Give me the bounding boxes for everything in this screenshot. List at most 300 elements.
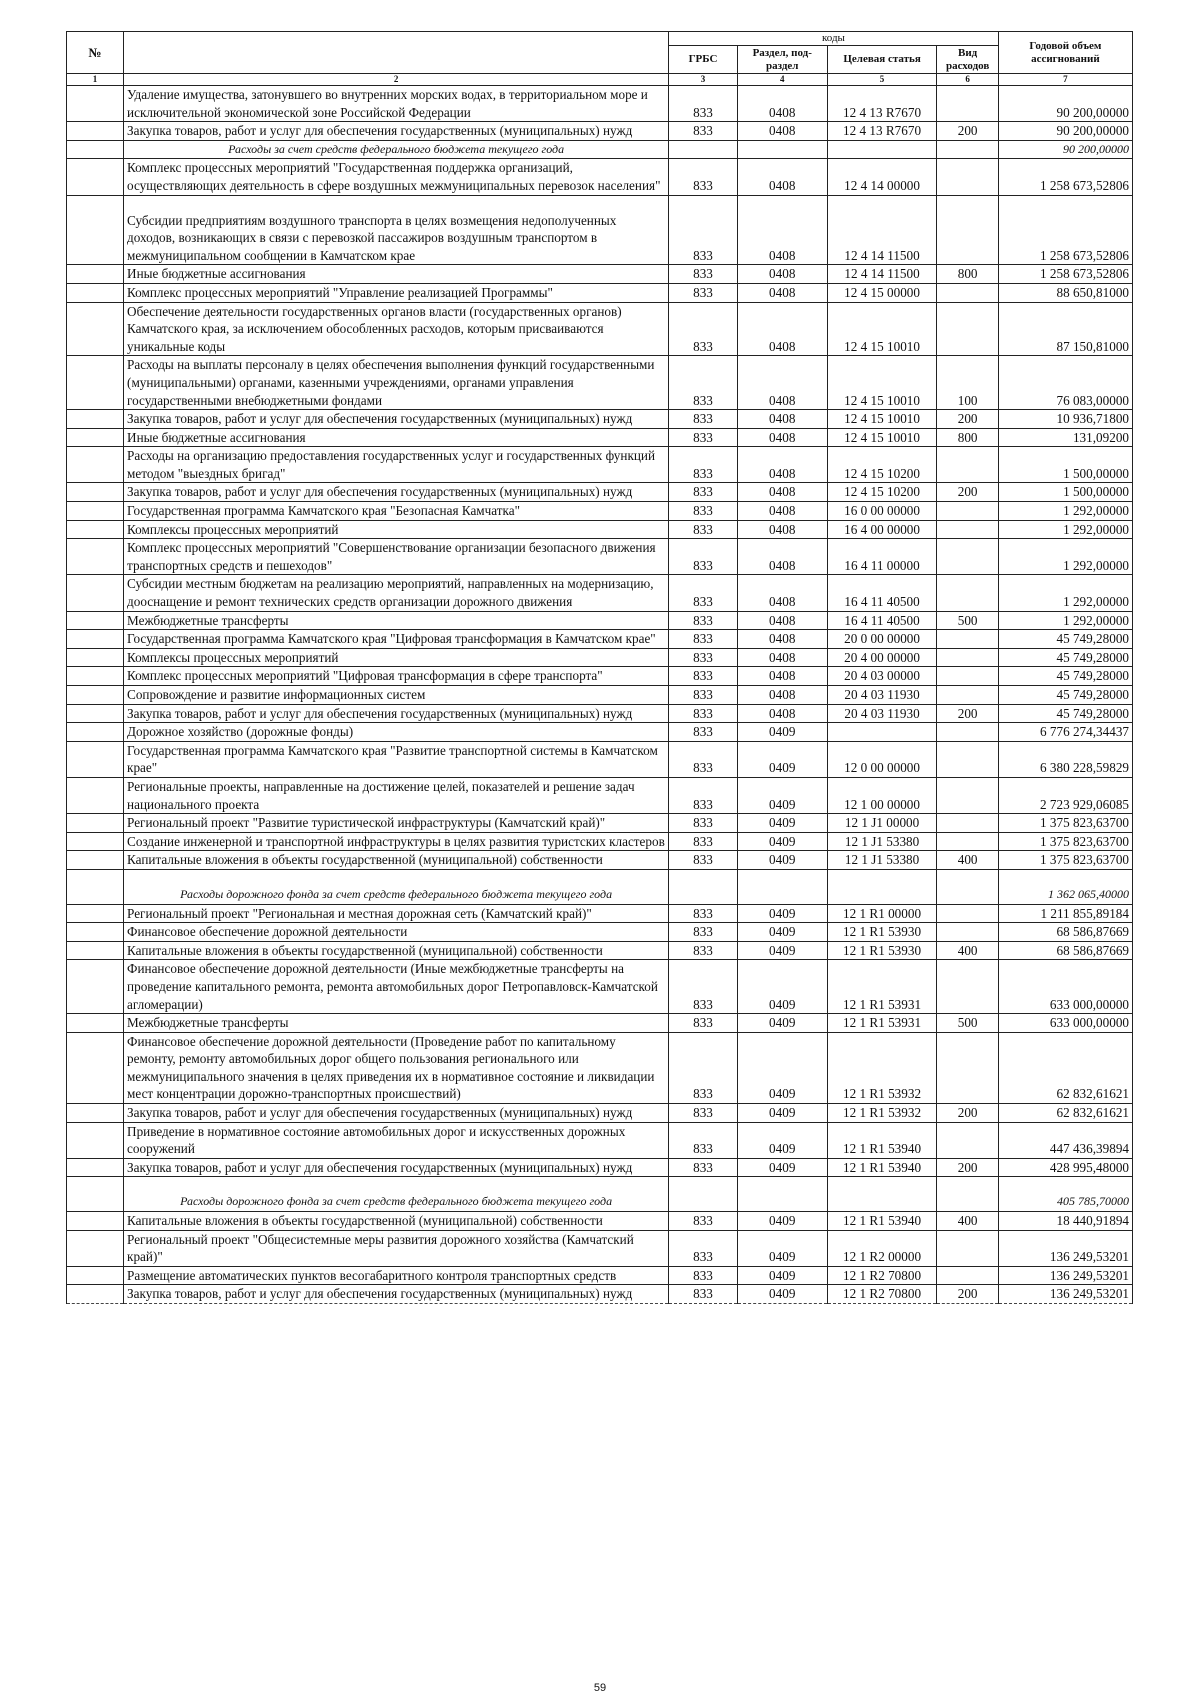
row-num-cell	[67, 611, 124, 630]
row-grbs-cell: 833	[669, 1212, 738, 1231]
row-amount-cell: 131,09200	[998, 428, 1132, 447]
row-grbs-cell: 833	[669, 483, 738, 502]
row-section-cell: 0408	[737, 283, 827, 302]
row-kind-cell	[937, 447, 998, 483]
row-target-cell: 16 4 11 40500	[827, 611, 937, 630]
table-row	[67, 1104, 1133, 1123]
row-num-cell	[67, 122, 124, 141]
row-section-cell: 0409	[737, 1212, 827, 1231]
row-num-cell	[67, 630, 124, 649]
table-row	[67, 502, 1133, 521]
row-amount-cell: 88 650,81000	[998, 283, 1132, 302]
row-target-cell: 12 1 R1 53940	[827, 1158, 937, 1177]
row-amount-cell: 1 292,00000	[998, 502, 1132, 521]
row-target-cell: 12 1 R1 53931	[827, 960, 937, 1014]
table-row	[67, 667, 1133, 686]
row-kind-cell	[937, 195, 998, 265]
row-num-cell	[67, 869, 124, 904]
table-row	[67, 923, 1133, 942]
row-section-cell: 0408	[737, 447, 827, 483]
row-section-cell: 0408	[737, 630, 827, 649]
row-kind-cell: 500	[937, 611, 998, 630]
row-name-cell: Субсидии местным бюджетам на реализацию мероприятий, направленных на модернизацию, дооснащение и ремонт технических средств организации дорожного движения	[124, 575, 669, 611]
row-name-cell: Капитальные вложения в объекты государственной (муниципальной) собственности	[124, 851, 669, 870]
row-kind-cell	[937, 1122, 998, 1158]
header-section: Раздел, под-раздел	[737, 46, 827, 74]
row-num-cell	[67, 575, 124, 611]
row-grbs-cell: 833	[669, 1266, 738, 1285]
table-row	[67, 960, 1133, 1014]
row-kind-cell	[937, 960, 998, 1014]
row-name-cell: Закупка товаров, работ и услуг для обеспечения государственных (муниципальных) нужд	[124, 410, 669, 429]
row-kind-cell	[937, 723, 998, 742]
row-num-cell	[67, 667, 124, 686]
row-kind-cell: 800	[937, 265, 998, 284]
table-row	[67, 122, 1133, 141]
row-num-cell	[67, 1014, 124, 1033]
row-num-cell	[67, 814, 124, 833]
row-kind-cell: 200	[937, 122, 998, 141]
row-amount-cell: 90 200,00000	[998, 140, 1132, 159]
row-section-cell: 0408	[737, 86, 827, 122]
row-section-cell: 0408	[737, 502, 827, 521]
row-amount-cell: 1 500,00000	[998, 447, 1132, 483]
row-section-cell: 0408	[737, 195, 827, 265]
row-kind-cell	[937, 667, 998, 686]
row-name-cell: Размещение автоматических пунктов весогабаритного контроля транспортных средств	[124, 1266, 669, 1285]
table-row	[67, 1285, 1133, 1304]
row-amount-cell: 2 723 929,06085	[998, 777, 1132, 813]
row-section-cell: 0409	[737, 814, 827, 833]
row-name-cell: Финансовое обеспечение дорожной деятельности (Проведение работ по капитальному ремонту, ремонту автомобильных дорог общего пользования регионального или межмуниципального значения в целях приведения их в нормативное состояние и ликвидации мест концентрации дорожно-транспортных происшествий)	[124, 1032, 669, 1103]
row-num-cell	[67, 1285, 124, 1304]
row-section-cell: 0408	[737, 667, 827, 686]
row-kind-cell	[937, 283, 998, 302]
row-grbs-cell: 833	[669, 428, 738, 447]
row-section-cell: 0408	[737, 611, 827, 630]
row-grbs-cell: 833	[669, 302, 738, 356]
table-row	[67, 428, 1133, 447]
page-number: 59	[593, 1682, 607, 1694]
row-amount-cell: 136 249,53201	[998, 1266, 1132, 1285]
row-kind-cell	[937, 1266, 998, 1285]
row-num-cell	[67, 1158, 124, 1177]
row-target-cell: 12 1 R1 53930	[827, 923, 937, 942]
row-name-cell: Удаление имущества, затонувшего во внутренних морских водах, в территориальном море и исключительной экономической зоне Российской Федерации	[124, 86, 669, 122]
row-name-cell: Государственная программа Камчатского края "Цифровая трансформация в Камчатском крае"	[124, 630, 669, 649]
row-amount-cell: 1 292,00000	[998, 575, 1132, 611]
row-section-cell: 0408	[737, 122, 827, 141]
row-name-cell: Комплекс процессных мероприятий "Совершенствование организации безопасного движения транспортных средств и пешеходов"	[124, 539, 669, 575]
row-grbs-cell: 833	[669, 832, 738, 851]
row-amount-cell: 136 249,53201	[998, 1285, 1132, 1304]
row-name-cell: Межбюджетные трансферты	[124, 1014, 669, 1033]
row-target-cell: 12 4 15 10010	[827, 428, 937, 447]
row-grbs-cell: 833	[669, 410, 738, 429]
row-target-cell: 12 4 15 10200	[827, 483, 937, 502]
row-target-cell: 12 1 R1 53932	[827, 1032, 937, 1103]
row-grbs-cell: 833	[669, 195, 738, 265]
row-num-cell	[67, 1212, 124, 1231]
row-num-cell	[67, 302, 124, 356]
row-num-cell	[67, 1177, 124, 1212]
row-grbs-cell: 833	[669, 923, 738, 942]
row-target-cell: 12 4 15 10010	[827, 356, 937, 410]
row-num-cell	[67, 832, 124, 851]
row-section-cell: 0409	[737, 941, 827, 960]
row-grbs-cell: 833	[669, 1104, 738, 1123]
table-row	[67, 630, 1133, 649]
row-amount-cell: 447 436,39894	[998, 1122, 1132, 1158]
row-note-cell: Расходы дорожного фонда за счет средств федерального бюджета текущего года	[124, 1177, 669, 1212]
row-amount-cell: 1 362 065,40000	[998, 869, 1132, 904]
row-amount-cell: 1 375 823,63700	[998, 832, 1132, 851]
row-name-cell: Закупка товаров, работ и услуг для обеспечения государственных (муниципальных) нужд	[124, 704, 669, 723]
row-amount-cell: 405 785,70000	[998, 1177, 1132, 1212]
row-kind-cell	[937, 630, 998, 649]
row-amount-cell: 1 292,00000	[998, 520, 1132, 539]
row-num-cell	[67, 1122, 124, 1158]
row-note-cell: Расходы дорожного фонда за счет средств федерального бюджета текущего года	[124, 869, 669, 904]
row-kind-cell	[937, 140, 998, 159]
row-num-cell	[67, 777, 124, 813]
row-name-cell: Государственная программа Камчатского края "Безопасная Камчатка"	[124, 502, 669, 521]
row-grbs-cell	[669, 1177, 738, 1212]
table-row	[67, 575, 1133, 611]
table-row	[67, 86, 1133, 122]
row-target-cell: 12 1 00 00000	[827, 777, 937, 813]
row-kind-cell: 200	[937, 483, 998, 502]
row-target-cell: 12 1 R1 53940	[827, 1122, 937, 1158]
row-section-cell: 0408	[737, 686, 827, 705]
row-kind-cell: 200	[937, 1104, 998, 1123]
row-grbs-cell: 833	[669, 941, 738, 960]
row-grbs-cell: 833	[669, 704, 738, 723]
row-kind-cell	[937, 159, 998, 195]
row-amount-cell: 90 200,00000	[998, 122, 1132, 141]
row-num-cell	[67, 502, 124, 521]
row-target-cell: 12 1 R2 00000	[827, 1230, 937, 1266]
row-kind-cell	[937, 741, 998, 777]
row-kind-cell	[937, 575, 998, 611]
row-section-cell: 0409	[737, 923, 827, 942]
row-target-cell: 12 1 J1 53380	[827, 851, 937, 870]
row-num-cell	[67, 723, 124, 742]
row-kind-cell: 200	[937, 1285, 998, 1304]
row-amount-cell: 62 832,61621	[998, 1032, 1132, 1103]
header-kind: Вид расходов	[937, 46, 998, 74]
row-target-cell: 12 1 R1 53932	[827, 1104, 937, 1123]
row-num-cell	[67, 686, 124, 705]
row-grbs-cell: 833	[669, 851, 738, 870]
row-section-cell: 0409	[737, 832, 827, 851]
row-amount-cell: 90 200,00000	[998, 86, 1132, 122]
row-name-cell: Закупка товаров, работ и услуг для обеспечения государственных (муниципальных) нужд	[124, 1285, 669, 1304]
row-section-cell: 0408	[737, 704, 827, 723]
row-kind-cell: 200	[937, 704, 998, 723]
row-name-cell: Закупка товаров, работ и услуг для обеспечения государственных (муниципальных) нужд	[124, 1158, 669, 1177]
row-grbs-cell: 833	[669, 904, 738, 923]
row-grbs-cell: 833	[669, 648, 738, 667]
table-row	[67, 265, 1133, 284]
row-target-cell: 12 1 R2 70800	[827, 1285, 937, 1304]
row-num-cell	[67, 410, 124, 429]
row-grbs-cell: 833	[669, 1285, 738, 1304]
row-section-cell: 0409	[737, 1158, 827, 1177]
row-grbs-cell: 833	[669, 1230, 738, 1266]
table-row	[67, 777, 1133, 813]
row-section-cell: 0408	[737, 520, 827, 539]
row-amount-cell: 6 776 274,34437	[998, 723, 1132, 742]
row-kind-cell: 200	[937, 410, 998, 429]
row-grbs-cell: 833	[669, 814, 738, 833]
row-amount-cell: 1 375 823,63700	[998, 814, 1132, 833]
header-codes: коды	[669, 32, 999, 46]
row-grbs-cell	[669, 140, 738, 159]
table-row-subtotal	[67, 869, 1133, 904]
row-num-cell	[67, 923, 124, 942]
header-name	[124, 32, 669, 74]
row-section-cell: 0409	[737, 1032, 827, 1103]
row-num-cell	[67, 960, 124, 1014]
row-amount-cell: 45 749,28000	[998, 648, 1132, 667]
table-row	[67, 611, 1133, 630]
table-row	[67, 1158, 1133, 1177]
budget-table	[66, 31, 1133, 1304]
budget-table-sheet	[66, 31, 1133, 1304]
row-amount-cell: 45 749,28000	[998, 686, 1132, 705]
table-row	[67, 283, 1133, 302]
row-name-cell: Государственная программа Камчатского края "Развитие транспортной системы в Камчатском крае"	[124, 741, 669, 777]
row-kind-cell	[937, 869, 998, 904]
row-grbs-cell: 833	[669, 447, 738, 483]
row-section-cell: 0409	[737, 1266, 827, 1285]
table-row	[67, 686, 1133, 705]
row-grbs-cell: 833	[669, 741, 738, 777]
row-amount-cell: 1 500,00000	[998, 483, 1132, 502]
row-target-cell: 12 4 14 00000	[827, 159, 937, 195]
row-num-cell	[67, 159, 124, 195]
row-kind-cell	[937, 1177, 998, 1212]
row-amount-cell: 1 258 673,52806	[998, 195, 1132, 265]
row-amount-cell: 633 000,00000	[998, 1014, 1132, 1033]
row-num-cell	[67, 520, 124, 539]
row-target-cell: 12 4 13 R7670	[827, 86, 937, 122]
row-target-cell: 12 1 R2 70800	[827, 1266, 937, 1285]
row-grbs-cell	[669, 869, 738, 904]
header-target: Целевая статья	[827, 46, 937, 74]
row-target-cell: 20 4 03 11930	[827, 704, 937, 723]
table-row	[67, 195, 1133, 265]
row-target-cell: 12 1 R1 53930	[827, 941, 937, 960]
row-target-cell: 12 1 J1 00000	[827, 814, 937, 833]
row-name-cell: Расходы на выплаты персоналу в целях обеспечения выполнения функций государственными (муниципальными) органами, казенными учреждениями, органами управления государственными внебюджетными фондами	[124, 356, 669, 410]
row-name-cell: Сопровождение и развитие информационных систем	[124, 686, 669, 705]
row-num-cell	[67, 428, 124, 447]
row-section-cell: 0409	[737, 1285, 827, 1304]
row-target-cell: 16 4 11 00000	[827, 539, 937, 575]
row-section-cell: 0409	[737, 741, 827, 777]
row-amount-cell: 68 586,87669	[998, 941, 1132, 960]
row-section-cell: 0409	[737, 851, 827, 870]
table-row	[67, 410, 1133, 429]
row-name-cell: Комплекс процессных мероприятий "Цифровая трансформация в сфере транспорта"	[124, 667, 669, 686]
row-section-cell: 0408	[737, 356, 827, 410]
row-grbs-cell: 833	[669, 630, 738, 649]
row-name-cell: Капитальные вложения в объекты государственной (муниципальной) собственности	[124, 1212, 669, 1231]
row-section-cell: 0408	[737, 410, 827, 429]
table-row	[67, 159, 1133, 195]
row-name-cell: Финансовое обеспечение дорожной деятельности	[124, 923, 669, 942]
row-section-cell: 0409	[737, 1104, 827, 1123]
row-num-cell	[67, 447, 124, 483]
row-amount-cell: 87 150,81000	[998, 302, 1132, 356]
row-kind-cell	[937, 86, 998, 122]
row-kind-cell	[937, 686, 998, 705]
row-target-cell: 20 4 03 11930	[827, 686, 937, 705]
row-section-cell: 0408	[737, 483, 827, 502]
row-target-cell: 12 1 R1 53940	[827, 1212, 937, 1231]
row-target-cell: 12 1 J1 53380	[827, 832, 937, 851]
row-note-cell: Расходы за счет средств федерального бюджета текущего года	[124, 140, 669, 159]
row-amount-cell: 76 083,00000	[998, 356, 1132, 410]
table-row	[67, 814, 1133, 833]
table-row	[67, 302, 1133, 356]
row-amount-cell: 62 832,61621	[998, 1104, 1132, 1123]
row-section-cell: 0409	[737, 1122, 827, 1158]
row-section-cell: 0409	[737, 960, 827, 1014]
header-grbs: ГРБС	[669, 46, 738, 74]
row-section-cell: 0408	[737, 648, 827, 667]
row-kind-cell: 200	[937, 1158, 998, 1177]
row-amount-cell: 1 375 823,63700	[998, 851, 1132, 870]
row-num-cell	[67, 265, 124, 284]
row-section-cell: 0408	[737, 575, 827, 611]
header-index-cell: 2	[124, 74, 669, 86]
row-section-cell	[737, 1177, 827, 1212]
header-annual: Годовой объем ассигнований	[998, 32, 1132, 74]
table-row	[67, 723, 1133, 742]
row-grbs-cell: 833	[669, 960, 738, 1014]
header-index-cell: 7	[998, 74, 1132, 86]
row-name-cell: Комплексы процессных мероприятий	[124, 520, 669, 539]
table-row	[67, 1032, 1133, 1103]
table-row	[67, 941, 1133, 960]
row-kind-cell	[937, 814, 998, 833]
row-target-cell	[827, 1177, 937, 1212]
header-index-cell: 5	[827, 74, 937, 86]
row-section-cell: 0408	[737, 428, 827, 447]
table-row	[67, 539, 1133, 575]
header-num: №	[67, 32, 124, 74]
row-section-cell: 0408	[737, 539, 827, 575]
row-target-cell: 12 4 13 R7670	[827, 122, 937, 141]
table-row	[67, 356, 1133, 410]
row-num-cell	[67, 741, 124, 777]
table-row	[67, 1212, 1133, 1231]
row-name-cell: Региональный проект "Общесистемные меры развития дорожного хозяйства (Камчатский край)"	[124, 1230, 669, 1266]
row-kind-cell	[937, 923, 998, 942]
row-target-cell	[827, 140, 937, 159]
row-num-cell	[67, 1104, 124, 1123]
row-amount-cell: 1 258 673,52806	[998, 265, 1132, 284]
row-grbs-cell: 833	[669, 611, 738, 630]
row-section-cell: 0409	[737, 777, 827, 813]
row-grbs-cell: 833	[669, 520, 738, 539]
row-num-cell	[67, 539, 124, 575]
row-kind-cell	[937, 1230, 998, 1266]
row-kind-cell: 100	[937, 356, 998, 410]
row-num-cell	[67, 483, 124, 502]
row-section-cell: 0409	[737, 723, 827, 742]
row-name-cell: Комплекс процессных мероприятий "Государственная поддержка организаций, осуществляющих деятельность в сфере воздушных межмуниципальных перевозок населения"	[124, 159, 669, 195]
row-target-cell: 12 0 00 00000	[827, 741, 937, 777]
row-kind-cell	[937, 777, 998, 813]
row-name-cell: Расходы на организацию предоставления государственных услуг и государственных функций методом "выездных бригад"	[124, 447, 669, 483]
row-name-cell: Капитальные вложения в объекты государственной (муниципальной) собственности	[124, 941, 669, 960]
table-row	[67, 741, 1133, 777]
row-grbs-cell: 833	[669, 539, 738, 575]
row-kind-cell: 400	[937, 1212, 998, 1231]
table-row	[67, 832, 1133, 851]
row-grbs-cell: 833	[669, 1014, 738, 1033]
row-target-cell	[827, 723, 937, 742]
header-index-cell: 4	[737, 74, 827, 86]
row-grbs-cell: 833	[669, 502, 738, 521]
row-grbs-cell: 833	[669, 283, 738, 302]
row-target-cell: 16 0 00 00000	[827, 502, 937, 521]
row-name-cell: Закупка товаров, работ и услуг для обеспечения государственных (муниципальных) нужд	[124, 483, 669, 502]
row-section-cell: 0409	[737, 904, 827, 923]
row-amount-cell: 1 292,00000	[998, 539, 1132, 575]
row-target-cell: 12 4 15 10010	[827, 410, 937, 429]
row-kind-cell	[937, 502, 998, 521]
row-section-cell: 0409	[737, 1230, 827, 1266]
row-grbs-cell: 833	[669, 265, 738, 284]
row-num-cell	[67, 1032, 124, 1103]
row-grbs-cell: 833	[669, 356, 738, 410]
header-index-cell: 6	[937, 74, 998, 86]
row-name-cell: Региональный проект "Региональная и местная дорожная сеть (Камчатский край)"	[124, 904, 669, 923]
row-num-cell	[67, 941, 124, 960]
row-num-cell	[67, 1230, 124, 1266]
table-row	[67, 447, 1133, 483]
table-row	[67, 1122, 1133, 1158]
row-name-cell: Обеспечение деятельности государственных органов власти (государственных органов) Камчатского края, за исключением обособленных расходов, которым присваиваются уникальные коды	[124, 302, 669, 356]
table-row	[67, 1266, 1133, 1285]
row-grbs-cell: 833	[669, 777, 738, 813]
header-index-cell: 3	[669, 74, 738, 86]
row-kind-cell	[937, 302, 998, 356]
row-kind-cell: 400	[937, 851, 998, 870]
table-row	[67, 520, 1133, 539]
row-amount-cell: 1 211 855,89184	[998, 904, 1132, 923]
row-amount-cell: 428 995,48000	[998, 1158, 1132, 1177]
row-amount-cell: 45 749,28000	[998, 667, 1132, 686]
row-section-cell: 0408	[737, 302, 827, 356]
row-section-cell: 0409	[737, 1014, 827, 1033]
row-num-cell	[67, 648, 124, 667]
row-kind-cell	[937, 648, 998, 667]
table-row	[67, 904, 1133, 923]
row-name-cell: Иные бюджетные ассигнования	[124, 428, 669, 447]
row-grbs-cell: 833	[669, 686, 738, 705]
row-target-cell	[827, 869, 937, 904]
row-kind-cell	[937, 904, 998, 923]
row-amount-cell: 6 380 228,59829	[998, 741, 1132, 777]
row-kind-cell: 400	[937, 941, 998, 960]
table-row	[67, 1230, 1133, 1266]
